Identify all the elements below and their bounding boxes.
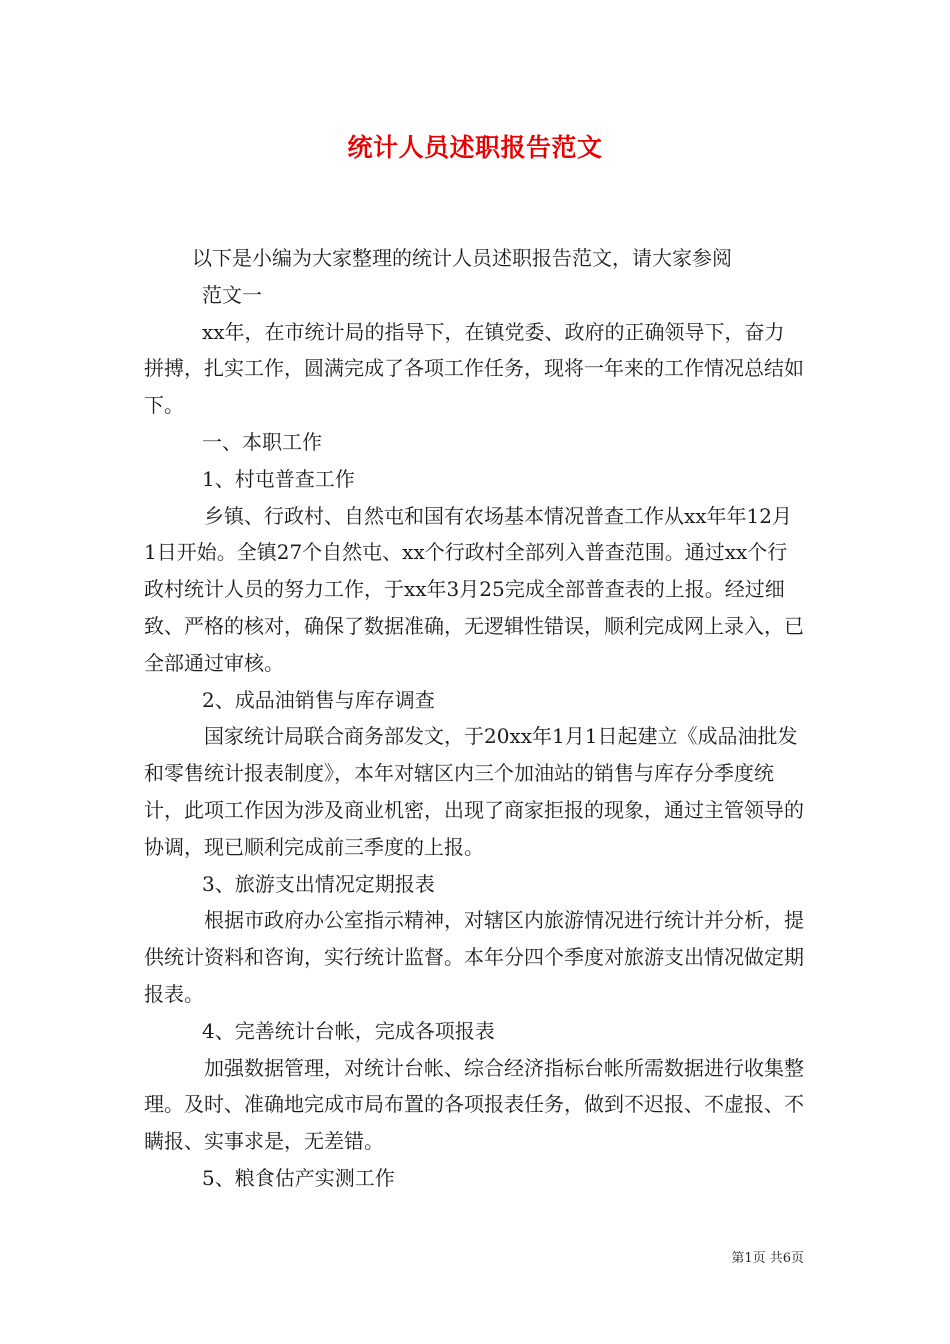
subsection-heading: 3、旅游支出情况定期报表 <box>202 871 435 896</box>
subsection-heading: 5、粮食估产实测工作 <box>202 1165 395 1190</box>
intro-paragraph: 以下是小编为大家整理的统计人员述职报告范文，请大家参阅 <box>192 246 732 270</box>
body-paragraph: 加强数据管理，对统计台帐、综合经济指标台帐所需数据进行收集整理。及时、准确地完成市局布置的各项报表任务，做到不迟报、不虚报、不瞒报、实事求是，无差错。 <box>144 1055 804 1154</box>
subsection-heading: 4、完善统计台帐，完成各项报表 <box>202 1018 495 1043</box>
subsection-heading: 2、成品油销售与库存调查 <box>202 687 435 712</box>
body-paragraph: 根据市政府办公室指示精神，对辖区内旅游情况进行统计并分析，提供统计资料和咨询，实行统计监督。本年分四个季度对旅游支出情况做定期报表。 <box>144 908 804 1006</box>
section-heading: 一、本职工作 <box>202 429 322 454</box>
document-title: 统计人员述职报告范文 <box>347 133 603 162</box>
subsection-heading: 1、村屯普查工作 <box>202 466 355 491</box>
document-body <box>144 240 804 1197</box>
page-number: 第1页 共6页 <box>731 1251 804 1266</box>
body-paragraph: xx年，在市统计局的指导下，在镇党委、政府的正确领导下，奋力拼搏，扎实工作，圆满完成了各项工作任务，现将一年来的工作情况总结如下。 <box>144 319 804 418</box>
body-paragraph: 国家统计局联合商务部发文，于20xx年1月1日起建立《成品油批发和零售统计报表制度》，本年对辖区内三个加油站的销售与库存分季度统计，此项工作因为涉及商业机密，出现了商家拒报的现象，通过主管领导的协调，现已顺利完成前三季度的上报。 <box>144 724 804 859</box>
body-paragraph: 乡镇、行政村、自然屯和国有农场基本情况普查工作从xx年年12月1日开始。全镇27个自然屯、xx个行政村全部列入普查范围。通过xx个行政村统计人员的努力工作，于xx年3月25完成全部普查表的上报。经过细致、严格的核对，确保了数据准确，无逻辑性错误，顺利完成网上录入，已全部通过审核。 <box>144 503 804 675</box>
section-label-sample-one: 范文一 <box>202 282 262 307</box>
